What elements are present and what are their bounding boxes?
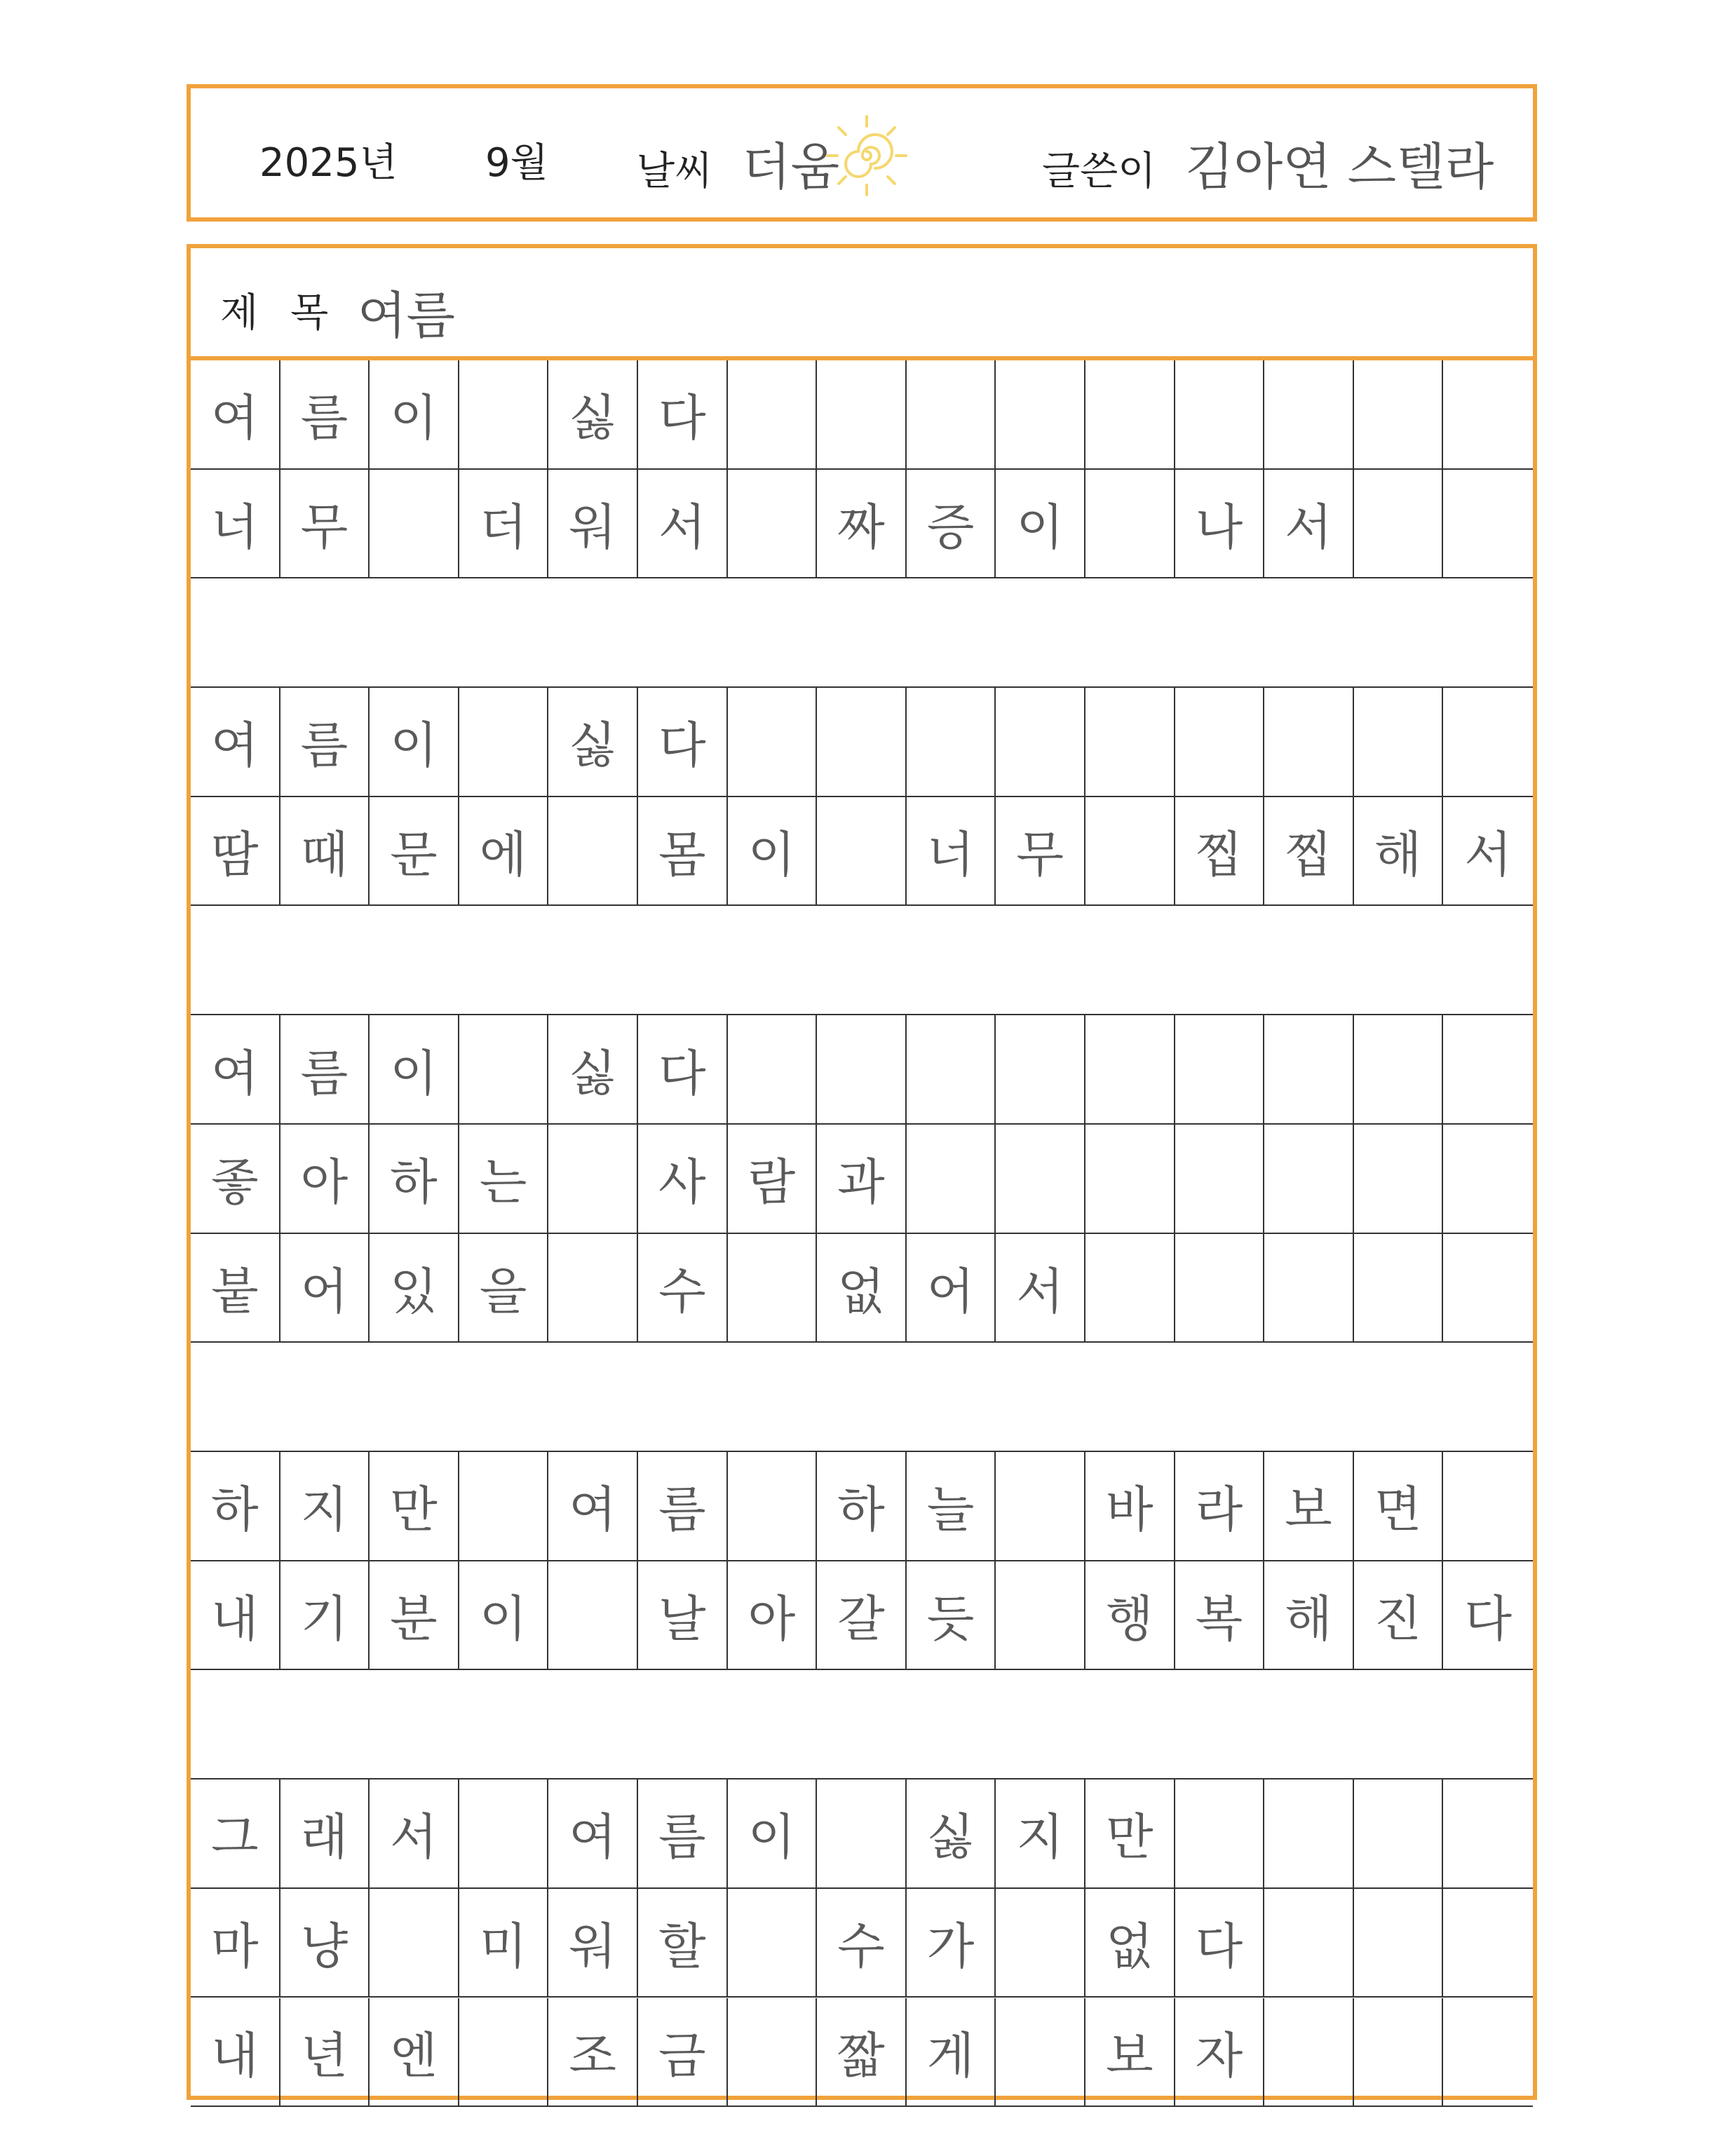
grid-cell: 미 xyxy=(459,1889,549,1997)
grid-cell xyxy=(907,1125,996,1233)
blank-row xyxy=(191,578,1533,688)
author-label: 글쓴이 xyxy=(1042,149,1156,194)
grid-cell xyxy=(1264,360,1354,468)
grid-cell: 여 xyxy=(191,1015,280,1123)
grid-cell xyxy=(996,1125,1085,1233)
grid-cell: 여 xyxy=(191,360,280,468)
title-row xyxy=(191,248,1533,360)
grid-cell: 서 xyxy=(1264,470,1354,578)
grid-cell xyxy=(907,360,996,468)
grid-cell: 름 xyxy=(638,1779,728,1887)
grid-cell xyxy=(1443,1889,1533,1997)
grid-cell xyxy=(459,1015,549,1123)
grid-cell xyxy=(1085,1125,1175,1233)
grid-cell xyxy=(996,1561,1085,1669)
grid-cell xyxy=(459,360,549,468)
grid-cell xyxy=(1443,1452,1533,1560)
author-value: 김아연 스텔라 xyxy=(1185,137,1494,196)
grid-cell: 이 xyxy=(370,360,459,468)
grid-cell xyxy=(1175,688,1265,796)
manuscript-row xyxy=(191,1998,1533,2108)
grid-cell: 금 xyxy=(638,1998,728,2106)
grid-cell xyxy=(1443,1015,1533,1123)
grid-cell: 이 xyxy=(370,688,459,796)
grid-cell: 하 xyxy=(370,1125,459,1233)
grid-cell xyxy=(548,797,638,905)
grid-cell xyxy=(1443,1125,1533,1233)
grid-cell xyxy=(1354,1234,1444,1342)
grid-cell xyxy=(370,1889,459,1997)
grid-cell xyxy=(728,1234,818,1342)
grid-cell: 듯 xyxy=(907,1561,996,1669)
grid-cell: 해 xyxy=(1354,797,1444,905)
year-label: 2025년 xyxy=(259,140,398,186)
grid-cell xyxy=(548,1234,638,1342)
grid-cell: 여 xyxy=(191,688,280,796)
grid-cell xyxy=(1354,1889,1444,1997)
grid-cell: 름 xyxy=(280,360,370,468)
grid-cell xyxy=(459,1998,549,2106)
grid-cell: 해 xyxy=(1264,1561,1354,1669)
grid-cell: 문 xyxy=(370,797,459,905)
grid-cell: 름 xyxy=(638,1452,728,1560)
grid-cell: 다 xyxy=(638,688,728,796)
grid-cell xyxy=(1085,797,1175,905)
grid-cell: 어 xyxy=(907,1234,996,1342)
manuscript-row xyxy=(191,1452,1533,1561)
grid-cell: 수 xyxy=(638,1234,728,1342)
grid-cell: 그 xyxy=(191,1779,280,1887)
grid-cell: 늘 xyxy=(907,1452,996,1560)
grid-cell: 나 xyxy=(1175,470,1265,578)
grid-cell: 과 xyxy=(817,1125,907,1233)
grid-cell: 마 xyxy=(191,1889,280,1997)
grid-cell xyxy=(996,1889,1085,1997)
grid-cell xyxy=(996,1998,1085,2106)
grid-cell: 워 xyxy=(548,1889,638,1997)
grid-cell: 이 xyxy=(728,1779,818,1887)
grid-cell: 서 xyxy=(638,470,728,578)
grid-cell: 행 xyxy=(1085,1561,1175,1669)
grid-cell: 가 xyxy=(907,1889,996,1997)
grid-cell: 다 xyxy=(1175,1889,1265,1997)
grid-cell: 보 xyxy=(1264,1452,1354,1560)
grid-cell xyxy=(1354,688,1444,796)
grid-cell xyxy=(996,360,1085,468)
grid-cell: 게 xyxy=(907,1998,996,2106)
grid-cell xyxy=(1264,1015,1354,1123)
manuscript-grid xyxy=(187,244,1537,2100)
grid-cell xyxy=(817,797,907,905)
grid-cell: 래 xyxy=(280,1779,370,1887)
grid-cell xyxy=(728,1015,818,1123)
grid-cell xyxy=(907,688,996,796)
grid-cell xyxy=(1175,1779,1265,1887)
manuscript-row xyxy=(191,1561,1533,1671)
grid-cell: 짜 xyxy=(817,470,907,578)
grid-cell: 조 xyxy=(548,1998,638,2106)
grid-cell xyxy=(1085,1234,1175,1342)
grid-cell: 지 xyxy=(996,1779,1085,1887)
grid-cell: 아 xyxy=(280,1125,370,1233)
grid-cell: 아 xyxy=(728,1561,818,1669)
grid-cell xyxy=(1354,1779,1444,1887)
grid-cell: 라 xyxy=(1175,1452,1265,1560)
grid-cell xyxy=(1354,1125,1444,1233)
grid-cell xyxy=(728,470,818,578)
grid-cell xyxy=(728,1998,818,2106)
grid-cell: 분 xyxy=(370,1561,459,1669)
grid-cell xyxy=(1264,1234,1354,1342)
grid-cell xyxy=(459,1779,549,1887)
grid-cell xyxy=(817,1779,907,1887)
grid-cell: 자 xyxy=(1175,1998,1265,2106)
grid-cell: 싫 xyxy=(548,1015,638,1123)
grid-cell xyxy=(1175,1015,1265,1123)
manuscript-row xyxy=(191,688,1533,797)
grid-cell: 때 xyxy=(280,797,370,905)
grid-cell: 사 xyxy=(638,1125,728,1233)
grid-cell: 서 xyxy=(996,1234,1085,1342)
grid-cell xyxy=(1175,1234,1265,1342)
grid-cell: 바 xyxy=(1085,1452,1175,1560)
manuscript-row xyxy=(191,1015,1533,1125)
grid-cell: 무 xyxy=(280,470,370,578)
weather-value: 더움 xyxy=(742,137,840,196)
grid-cell: 만 xyxy=(1085,1779,1175,1887)
manuscript-row xyxy=(191,1234,1533,1343)
grid-cell: 증 xyxy=(907,470,996,578)
blank-row xyxy=(191,1670,1533,1779)
grid-cell: 람 xyxy=(728,1125,818,1233)
grid-cell: 만 xyxy=(370,1452,459,1560)
grid-cell xyxy=(1264,1125,1354,1233)
grid-cell: 짧 xyxy=(817,1998,907,2106)
title-value: 여름 xyxy=(358,286,456,345)
grid-cell xyxy=(817,1015,907,1123)
grid-cell: 하 xyxy=(817,1452,907,1560)
title-label: 제목 xyxy=(220,290,361,336)
grid-cell: 붙 xyxy=(191,1234,280,1342)
grid-cell xyxy=(1354,360,1444,468)
grid-cell xyxy=(1354,1015,1444,1123)
grid-cell xyxy=(1085,360,1175,468)
grid-cell: 름 xyxy=(280,1015,370,1123)
manuscript-row xyxy=(191,1125,1533,1234)
grid-cell: 다 xyxy=(1464,1590,1512,1648)
grid-cell: 이 xyxy=(370,1015,459,1123)
manuscript-row xyxy=(191,797,1533,907)
grid-cell xyxy=(1264,1889,1354,1997)
grid-cell: 갈 xyxy=(817,1561,907,1669)
grid-cell: 너 xyxy=(191,470,280,578)
grid-cell xyxy=(1443,360,1533,468)
grid-cell: 서 xyxy=(370,1779,459,1887)
grid-cell xyxy=(459,1452,549,1560)
grid-cell: 수 xyxy=(817,1889,907,1997)
manuscript-row xyxy=(191,1779,1533,1889)
grid-cell xyxy=(817,360,907,468)
grid-cell: 다 xyxy=(638,360,728,468)
grid-cell: 없 xyxy=(817,1234,907,1342)
diary-header xyxy=(187,84,1537,222)
grid-cell: 이 xyxy=(459,1561,549,1669)
blank-row xyxy=(191,907,1533,1016)
blank-row xyxy=(191,1343,1533,1452)
grid-cell xyxy=(1443,470,1533,578)
grid-cell: 어 xyxy=(280,1234,370,1342)
manuscript-row xyxy=(191,470,1533,579)
grid-cell: 싫 xyxy=(907,1779,996,1887)
grid-cell xyxy=(1085,1015,1175,1123)
grid-cell xyxy=(1443,688,1533,796)
grid-cell xyxy=(1443,1779,1533,1887)
grid-cell: 할 xyxy=(638,1889,728,1997)
manuscript-row xyxy=(191,360,1533,470)
grid-cell: 다 xyxy=(638,1015,728,1123)
grid-cell xyxy=(996,688,1085,796)
grid-cell: 날 xyxy=(638,1561,728,1669)
grid-cell xyxy=(996,1015,1085,1123)
grid-cell: 몸 xyxy=(638,797,728,905)
grid-cell xyxy=(728,360,818,468)
grid-cell: 복 xyxy=(1175,1561,1265,1669)
grid-cell: 을 xyxy=(459,1234,549,1342)
grid-cell: 는 xyxy=(459,1125,549,1233)
grid-cell xyxy=(1264,1998,1354,2106)
grid-cell xyxy=(1264,1779,1354,1887)
grid-cell: 여 xyxy=(548,1452,638,1560)
grid-cell: 냥 xyxy=(280,1889,370,1997)
grid-cell: 진 xyxy=(1354,1561,1444,1669)
grid-cell: 에 xyxy=(459,797,549,905)
grid-cell xyxy=(1085,688,1175,796)
author-field xyxy=(1042,126,1494,199)
grid-cell: 보 xyxy=(1085,1998,1175,2106)
grid-cell xyxy=(907,1015,996,1123)
grid-cell xyxy=(1443,1998,1533,2106)
grid-cell: 내 xyxy=(191,1998,280,2106)
grid-cell: 름 xyxy=(280,688,370,796)
grid-cell xyxy=(1354,1998,1444,2106)
grid-cell: 없 xyxy=(1085,1889,1175,1997)
grid-cell: 면 xyxy=(1354,1452,1444,1560)
grid-cell xyxy=(1175,1125,1265,1233)
grid-cell: 있 xyxy=(370,1234,459,1342)
grid-cell: 지 xyxy=(280,1452,370,1560)
grid-cell: 찝 xyxy=(1264,797,1354,905)
grid-cell: 싫 xyxy=(548,360,638,468)
weather-field xyxy=(637,126,839,199)
grid-cell xyxy=(1175,360,1265,468)
grid-cell: 이 xyxy=(728,797,818,905)
grid-cell xyxy=(728,1889,818,1997)
grid-cell xyxy=(370,470,459,578)
grid-cell: 찝 xyxy=(1175,797,1265,905)
grid-cell xyxy=(817,688,907,796)
grid-cell xyxy=(1264,688,1354,796)
grid-cell: 서 xyxy=(1464,826,1512,884)
grid-cell: 이 xyxy=(996,470,1085,578)
grid-cell: 내 xyxy=(191,1561,280,1669)
grid-cell: 싫 xyxy=(548,688,638,796)
grid-cell xyxy=(1443,1234,1533,1342)
grid-cell xyxy=(996,1452,1085,1560)
sun-icon xyxy=(825,114,909,198)
grid-cell xyxy=(548,1125,638,1233)
grid-cell: 무 xyxy=(996,797,1085,905)
grid-cell: 엔 xyxy=(370,1998,459,2106)
manuscript-row xyxy=(191,1889,1533,1998)
grid-cell xyxy=(1354,470,1444,578)
grid-cell: 하 xyxy=(191,1452,280,1560)
grid-cell xyxy=(459,688,549,796)
grid-cell xyxy=(728,688,818,796)
grid-cell: 워 xyxy=(548,470,638,578)
grid-cell: 좋 xyxy=(191,1125,280,1233)
grid-cell: 더 xyxy=(459,470,549,578)
grid-cell: 년 xyxy=(280,1998,370,2106)
month-label: 9월 xyxy=(485,140,548,186)
grid-cell: 기 xyxy=(280,1561,370,1669)
grid-cell xyxy=(1085,470,1175,578)
grid-cell: 여 xyxy=(548,1779,638,1887)
weather-label: 날씨 xyxy=(637,149,713,194)
grid-cell: 너 xyxy=(907,797,996,905)
grid-cell: 땀 xyxy=(191,797,280,905)
grid-cell xyxy=(548,1561,638,1669)
grid-cell xyxy=(728,1452,818,1560)
